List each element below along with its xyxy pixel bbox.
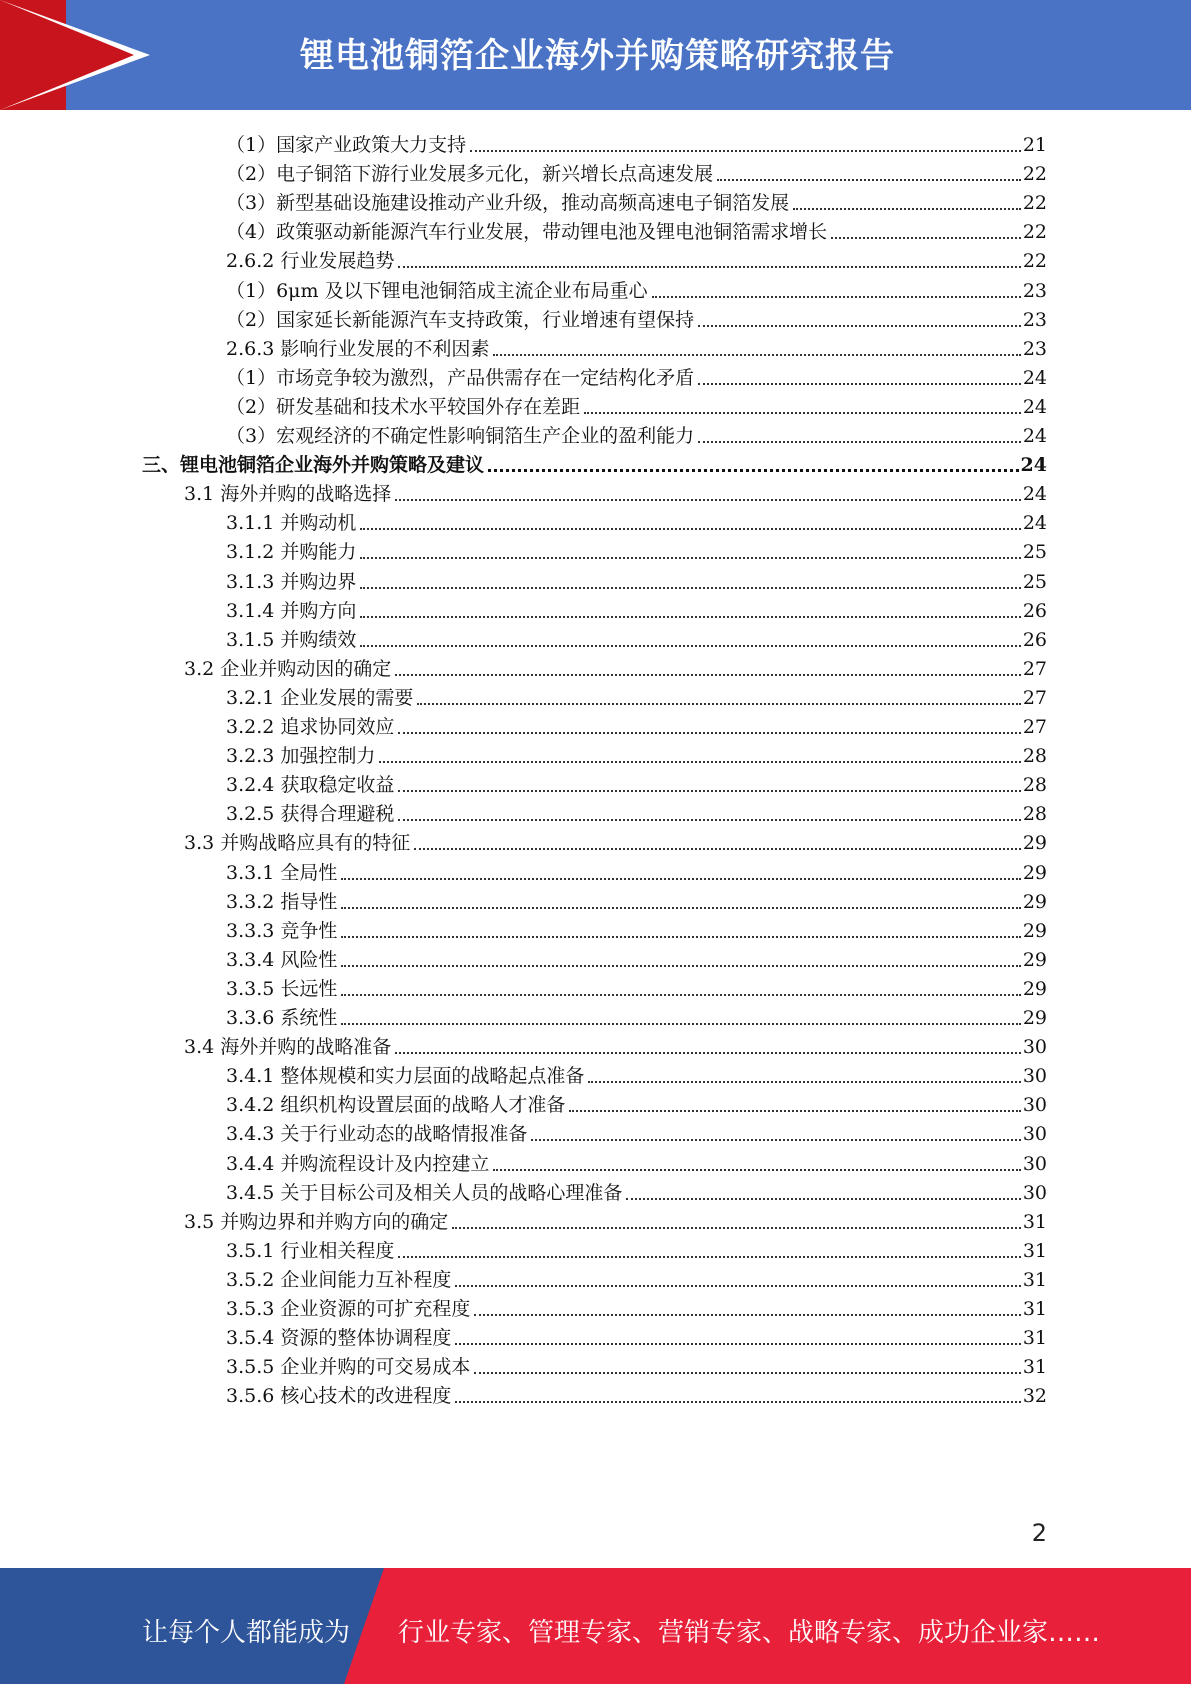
- toc-entry[interactable]: [142, 447, 1047, 478]
- toc-entry[interactable]: [226, 622, 1047, 653]
- toc-entry[interactable]: [226, 680, 1047, 711]
- toc-entry-label: 3.5.6 核心技术的改进程度: [226, 1385, 452, 1408]
- toc-dot-leader: [360, 557, 1020, 559]
- toc-entry-page: 31: [1022, 1327, 1047, 1350]
- toc-entry-label: 3.2 企业并购动因的确定: [184, 657, 392, 680]
- toc-entry-label: 3.1.5 并购绩效: [226, 628, 357, 651]
- toc-entry[interactable]: [226, 942, 1047, 973]
- toc-entry[interactable]: [226, 185, 1047, 216]
- toc-entry-page: 22: [1022, 163, 1047, 186]
- toc-entry-page: 29: [1022, 890, 1047, 913]
- toc-entry-label: 3.5.5 企业并购的可交易成本: [226, 1356, 471, 1379]
- toc-entry-label: 3.4 海外并购的战略准备: [184, 1036, 392, 1059]
- toc-entry[interactable]: [226, 855, 1047, 886]
- toc-entry-label: （1）6μm 及以下锂电池铜箔成主流企业布局重心: [226, 279, 648, 302]
- toc-entry-label: 3.1.4 并购方向: [226, 599, 357, 622]
- toc-entry-label: 3.3.6 系统性: [226, 1007, 338, 1029]
- toc-entry-page: 31: [1022, 1356, 1047, 1379]
- toc-dot-leader: [698, 383, 1021, 385]
- toc-dot-leader: [395, 674, 1021, 676]
- toc-entry-label: 2.6.2 行业发展趋势: [226, 250, 395, 273]
- footer-slogan-left: 让每个人都能成为: [142, 1618, 351, 1648]
- toc-entry-label: 2.6.3 影响行业发展的不利因素: [226, 337, 490, 360]
- toc-entry[interactable]: [226, 1320, 1047, 1351]
- toc-entry[interactable]: [226, 156, 1047, 187]
- toc-entry[interactable]: [226, 767, 1047, 798]
- toc-entry-page: 24: [1020, 454, 1047, 477]
- toc-entry-label: 3.2.5 获得合理避税: [226, 803, 395, 826]
- toc-entry[interactable]: [226, 214, 1047, 245]
- toc-dot-leader: [360, 587, 1020, 589]
- toc-entry[interactable]: [226, 1291, 1047, 1322]
- toc-entry-page: 28: [1022, 803, 1047, 826]
- toc-entry-page: 22: [1022, 250, 1047, 273]
- toc-entry-label: （1）国家产业政策大力支持: [226, 134, 467, 156]
- toc-dot-leader: [341, 936, 1020, 938]
- toc-entry-page: 23: [1022, 337, 1047, 360]
- toc-entry-label: 3.5.3 企业资源的可扩充程度: [226, 1298, 471, 1320]
- toc-dot-leader: [360, 616, 1020, 618]
- toc-entry-page: 26: [1022, 599, 1047, 622]
- toc-entry-page: 29: [1022, 861, 1047, 884]
- toc-dot-leader: [831, 237, 1021, 239]
- header-chevron-icon: [0, 0, 134, 110]
- toc-entry[interactable]: [226, 1233, 1047, 1264]
- toc-entry[interactable]: [226, 593, 1047, 624]
- toc-dot-leader: [414, 848, 1021, 850]
- toc-entry-label: 3.5.4 资源的整体协调程度: [226, 1327, 452, 1350]
- toc-entry[interactable]: [226, 1146, 1047, 1177]
- toc-entry-label: （2）国家延长新能源汽车支持政策，行业增速有望保持: [226, 308, 695, 331]
- toc-entry-page: 31: [1022, 1210, 1047, 1233]
- toc-entry-label: 3.5.1 行业相关程度: [226, 1239, 395, 1262]
- toc-entry[interactable]: [184, 825, 1047, 856]
- toc-entry[interactable]: [226, 389, 1047, 420]
- report-title: 锂电池铜箔企业海外并购策略研究报告: [300, 36, 895, 76]
- toc-entry[interactable]: [226, 331, 1047, 362]
- toc-entry[interactable]: [226, 796, 1047, 827]
- toc-entry[interactable]: [226, 1116, 1047, 1147]
- toc-entry[interactable]: [226, 302, 1047, 333]
- toc-dot-leader: [584, 412, 1021, 414]
- toc-entry-label: 3.2.2 追求协同效应: [226, 716, 395, 738]
- toc-entry-label: 3.1 海外并购的战略选择: [184, 483, 392, 506]
- toc-dot-leader: [698, 325, 1021, 327]
- toc-dot-leader: [493, 354, 1020, 356]
- toc-dot-leader: [793, 208, 1021, 210]
- toc-entry-label: 3.1.2 并购能力: [226, 541, 357, 564]
- toc-dot-leader: [652, 296, 1021, 298]
- toc-entry-page: 26: [1022, 628, 1047, 651]
- toc-entry[interactable]: [226, 243, 1047, 274]
- toc-dot-leader: [341, 965, 1020, 967]
- toc-entry[interactable]: [226, 564, 1047, 595]
- toc-entry[interactable]: [184, 651, 1047, 682]
- toc-dot-leader: [395, 1052, 1021, 1054]
- toc-entry-page: 31: [1022, 1239, 1047, 1262]
- toc-entry[interactable]: [226, 709, 1047, 740]
- toc-entry-label: 3.4.1 整体规模和实力层面的战略起点准备: [226, 1065, 585, 1088]
- toc-entry[interactable]: [226, 534, 1047, 565]
- page-footer: [0, 1568, 1191, 1684]
- toc-entry[interactable]: [226, 971, 1047, 1002]
- toc-dot-leader: [488, 469, 1019, 472]
- toc-dot-leader: [341, 878, 1020, 880]
- toc-entry-page: 29: [1022, 832, 1047, 855]
- toc-entry-page: 31: [1022, 1268, 1047, 1291]
- page-header: [0, 0, 1191, 110]
- toc-entry-label: （4）政策驱动新能源汽车行业发展，带动锂电池及锂电池铜箔需求增长: [226, 221, 828, 244]
- toc-entry[interactable]: [184, 476, 1047, 507]
- toc-entry-page: 22: [1022, 192, 1047, 215]
- toc-entry-page: 29: [1022, 1007, 1047, 1029]
- toc-entry-label: 3.3.5 长远性: [226, 977, 338, 1000]
- toc-entry[interactable]: [226, 1000, 1047, 1031]
- toc-dot-leader: [455, 1343, 1020, 1345]
- toc-entry-label: 3.3.2 指导性: [226, 890, 338, 913]
- toc-dot-leader: [341, 907, 1020, 909]
- toc-dot-leader: [470, 150, 1021, 152]
- toc-entry[interactable]: [226, 1349, 1047, 1380]
- toc-entry-label: （1）市场竞争较为激烈，产品供需存在一定结构化矛盾: [226, 366, 695, 389]
- toc-entry[interactable]: [226, 505, 1047, 536]
- toc-dot-leader: [398, 266, 1020, 268]
- toc-dot-leader: [493, 1169, 1020, 1171]
- toc-entry[interactable]: [226, 273, 1047, 304]
- toc-entry-page: 24: [1022, 366, 1047, 389]
- toc-entry-page: 31: [1022, 1298, 1047, 1320]
- toc-entry[interactable]: [226, 1087, 1047, 1118]
- toc-dot-leader: [474, 1314, 1020, 1316]
- toc-entry[interactable]: [226, 360, 1047, 391]
- toc-dot-leader: [455, 1285, 1020, 1287]
- toc-entry-label: （3）宏观经济的不确定性影响铜箔生产企业的盈利能力: [226, 425, 695, 447]
- toc-entry-label: 3.1.3 并购边界: [226, 570, 357, 593]
- toc-dot-leader: [717, 179, 1021, 181]
- toc-entry-page: 27: [1022, 716, 1047, 738]
- page-number: 2: [1031, 1519, 1047, 1547]
- toc-dot-leader: [379, 761, 1020, 763]
- toc-entry-label: （3）新型基础设施建设推动产业升级，推动高频高速电子铜箔发展: [226, 192, 790, 215]
- toc-entry-label: 3.2.1 企业发展的需要: [226, 686, 414, 709]
- toc-entry[interactable]: [226, 884, 1047, 915]
- toc-entry[interactable]: [226, 1262, 1047, 1293]
- toc-entry-page: 27: [1022, 686, 1047, 709]
- toc-entry-page: 22: [1022, 221, 1047, 244]
- toc-dot-leader: [360, 528, 1020, 530]
- toc-dot-leader: [474, 1372, 1020, 1374]
- toc-entry-page: 24: [1022, 395, 1047, 418]
- toc-entry-page: 30: [1022, 1123, 1047, 1146]
- toc-entry-page: 30: [1022, 1181, 1047, 1204]
- toc-entry-page: 32: [1022, 1385, 1047, 1408]
- toc-entry[interactable]: [226, 418, 1047, 449]
- toc-entry-page: 24: [1022, 425, 1047, 447]
- toc-entry-page: 29: [1022, 977, 1047, 1000]
- toc-entry[interactable]: [226, 1058, 1047, 1089]
- toc-entry-page: 30: [1022, 1065, 1047, 1088]
- toc-dot-leader: [360, 645, 1020, 647]
- toc-dot-leader: [398, 1256, 1020, 1258]
- toc-entry-label: 3.3.4 风险性: [226, 948, 338, 971]
- toc-dot-leader: [341, 1023, 1020, 1025]
- footer-slogan-right: 行业专家、管理专家、营销专家、战略专家、成功企业家……: [398, 1618, 1101, 1648]
- toc-entry-page: 30: [1022, 1094, 1047, 1117]
- toc-entry-page: 25: [1022, 541, 1047, 564]
- toc-entry-label: 3.2.4 获取稳定收益: [226, 774, 395, 797]
- toc-entry-page: 21: [1022, 134, 1047, 156]
- toc-entry-label: 3.4.4 并购流程设计及内控建立: [226, 1152, 490, 1175]
- toc-dot-leader: [698, 441, 1021, 443]
- toc-entry[interactable]: [226, 1378, 1047, 1409]
- toc-entry-page: 28: [1022, 745, 1047, 768]
- toc-entry-page: 24: [1022, 483, 1047, 506]
- toc-entry-page: 30: [1022, 1152, 1047, 1175]
- toc-dot-leader: [569, 1110, 1020, 1112]
- toc-entry-page: 25: [1022, 570, 1047, 593]
- toc-entry-label: 3.4.5 关于目标公司及相关人员的战略心理准备: [226, 1181, 623, 1204]
- toc-dot-leader: [398, 732, 1020, 734]
- toc-dot-leader: [455, 1401, 1020, 1403]
- toc-dot-leader: [588, 1081, 1020, 1083]
- toc-entry-label: （2）电子铜箔下游行业发展多元化，新兴增长点高速发展: [226, 163, 714, 186]
- toc-entry-label: 3.2.3 加强控制力: [226, 745, 376, 768]
- toc-entry-label: 3.3.1 全局性: [226, 861, 338, 884]
- toc-entry-label: 3.3.3 竞争性: [226, 919, 338, 942]
- toc-dot-leader: [626, 1198, 1020, 1200]
- toc-entry-page: 27: [1022, 657, 1047, 680]
- toc-dot-leader: [341, 994, 1020, 996]
- toc-entry-label: 三、锂电池铜箔企业海外并购策略及建议: [142, 454, 485, 477]
- toc-entry-page: 24: [1022, 512, 1047, 535]
- toc-entry[interactable]: [226, 913, 1047, 944]
- toc-entry-page: 29: [1022, 948, 1047, 971]
- toc-dot-leader: [395, 499, 1021, 501]
- toc-entry-page: 30: [1022, 1036, 1047, 1059]
- toc-dot-leader: [452, 1227, 1021, 1229]
- toc-entry[interactable]: [226, 127, 1047, 158]
- toc-entry[interactable]: [226, 738, 1047, 769]
- toc-entry-label: 3.4.2 组织机构设置层面的战略人才准备: [226, 1094, 566, 1117]
- toc-entry-page: 29: [1022, 919, 1047, 942]
- toc-entry-label: 3.5.2 企业间能力互补程度: [226, 1268, 452, 1291]
- toc-entry-page: 28: [1022, 774, 1047, 797]
- toc-entry-label: （2）研发基础和技术水平较国外存在差距: [226, 395, 581, 418]
- toc-dot-leader: [417, 703, 1020, 705]
- toc-entry-label: 3.5 并购边界和并购方向的确定: [184, 1210, 449, 1233]
- toc-dot-leader: [398, 790, 1020, 792]
- toc-dot-leader: [531, 1139, 1020, 1141]
- toc-entry[interactable]: [226, 1175, 1047, 1206]
- toc-entry-label: 3.3 并购战略应具有的特征: [184, 832, 411, 855]
- toc-entry-page: 23: [1022, 308, 1047, 331]
- toc-dot-leader: [398, 819, 1020, 821]
- toc-entry[interactable]: [184, 1029, 1047, 1060]
- toc-entry-label: 3.4.3 关于行业动态的战略情报准备: [226, 1123, 528, 1146]
- toc-entry[interactable]: [184, 1204, 1047, 1235]
- toc-entry-page: 23: [1022, 279, 1047, 302]
- toc-entry-label: 3.1.1 并购动机: [226, 512, 357, 535]
